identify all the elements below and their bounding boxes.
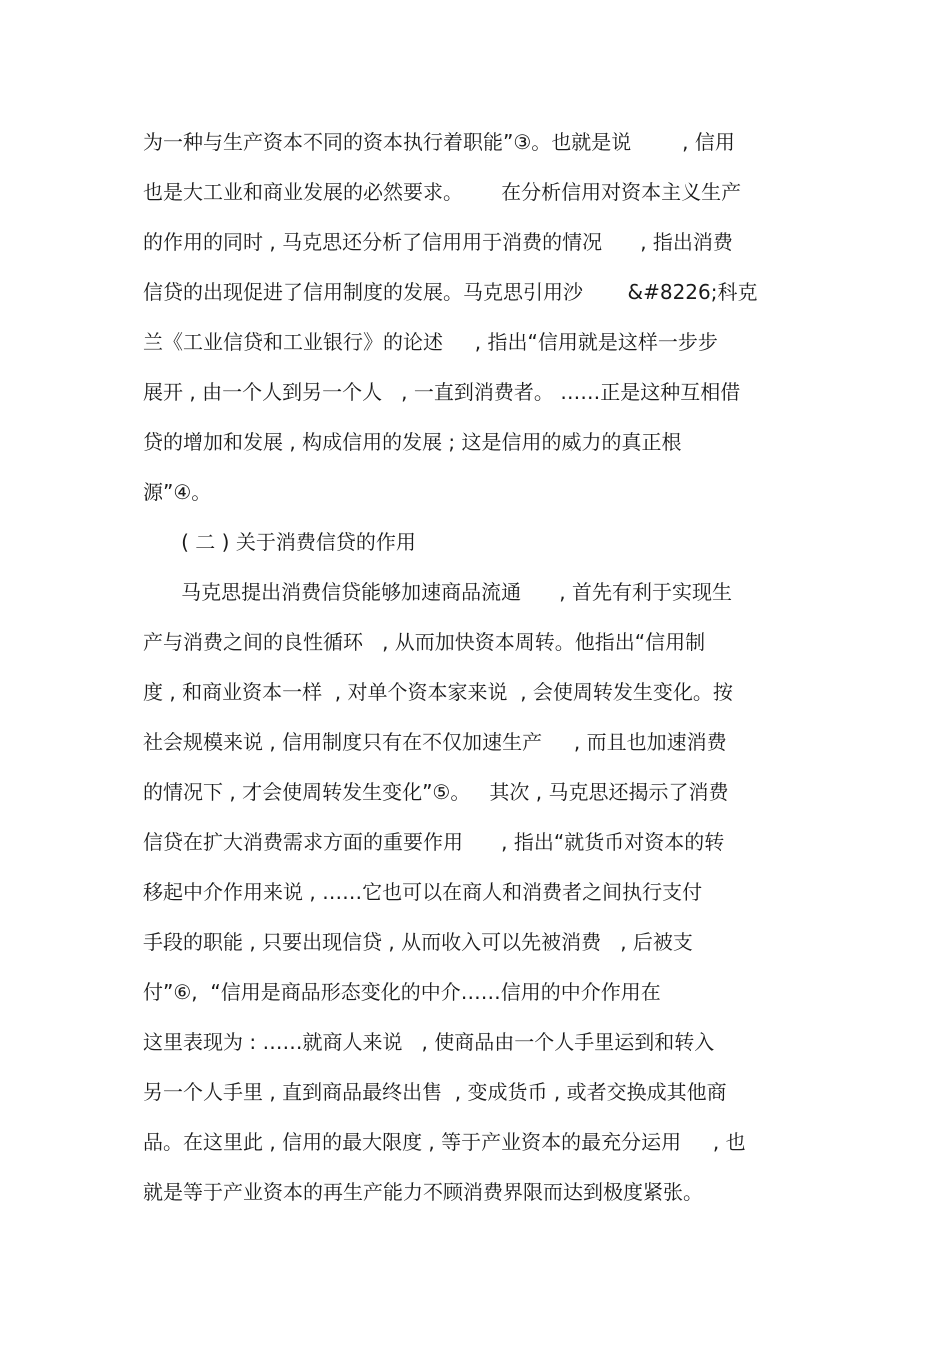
text-line: 品。在这里此 , 信用的最大限度 , 等于产业资本的最充分运用 , 也: [143, 1130, 746, 1154]
text-line: 展开 , 由一个人到另一个人 , 一直到消费者。 ……正是这种互相借: [143, 380, 741, 404]
text-line: 信贷在扩大消费需求方面的重要作用 , 指出“就货币对资本的转: [143, 830, 725, 854]
text-line: 社会规模来说 , 信用制度只有在不仅加速生产 , 而且也加速消费: [143, 730, 727, 754]
text-line: 另一个人手里 , 直到商品最终出售 , 变成货币 , 或者交换成其他商: [143, 1080, 727, 1104]
section-heading: ( 二 ) 关于消费信贷的作用: [143, 530, 416, 554]
text-line: 为一种与生产资本不同的资本执行着职能”③。也就是说 , 信用: [143, 130, 735, 154]
text-line: 的作用的同时 , 马克思还分析了信用用于消费的情况 , 指出消费: [143, 230, 733, 254]
text-line: 贷的增加和发展 , 构成信用的发展 ; 这是信用的威力的真正根: [143, 430, 682, 454]
text-line: 也是大工业和商业发展的必然要求。 在分析信用对资本主义生产: [143, 180, 742, 204]
text-line: 移起中介作用来说 , ……它也可以在商人和消费者之间执行支付: [143, 880, 703, 904]
text-line: 信贷的出现促进了信用制度的发展。马克思引用沙 &#8226;科克: [143, 280, 758, 304]
text-line: 手段的职能 , 只要出现信贷 , 从而收入可以先被消费 , 后被支: [143, 930, 693, 954]
text-line: 付”⑥, “信用是商品形态变化的中介……信用的中介作用在: [143, 980, 661, 1004]
text-line: 的情况下 , 才会使周转发生变化”⑤。 其次 , 马克思还揭示了消费: [143, 780, 729, 804]
text-line: 马克思提出消费信贷能够加速商品流通 , 首先有利于实现生: [143, 580, 733, 604]
text-line: 源”④。: [143, 480, 212, 504]
text-line: 度 , 和商业资本一样 , 对单个资本家来说 , 会使周转发生变化。按: [143, 680, 733, 704]
text-line: 产与消费之间的良性循环 , 从而加快资本周转。他指出“信用制: [143, 630, 706, 654]
text-line: 这里表现为 : ……就商人来说 , 使商品由一个人手里运到和转入: [143, 1030, 715, 1054]
text-line: 兰《工业信贷和工业银行》的论述 , 指出“信用就是这样一步步: [143, 330, 718, 354]
text-line: 就是等于产业资本的再生产能力不顾消费界限而达到极度紧张。: [143, 1180, 703, 1204]
